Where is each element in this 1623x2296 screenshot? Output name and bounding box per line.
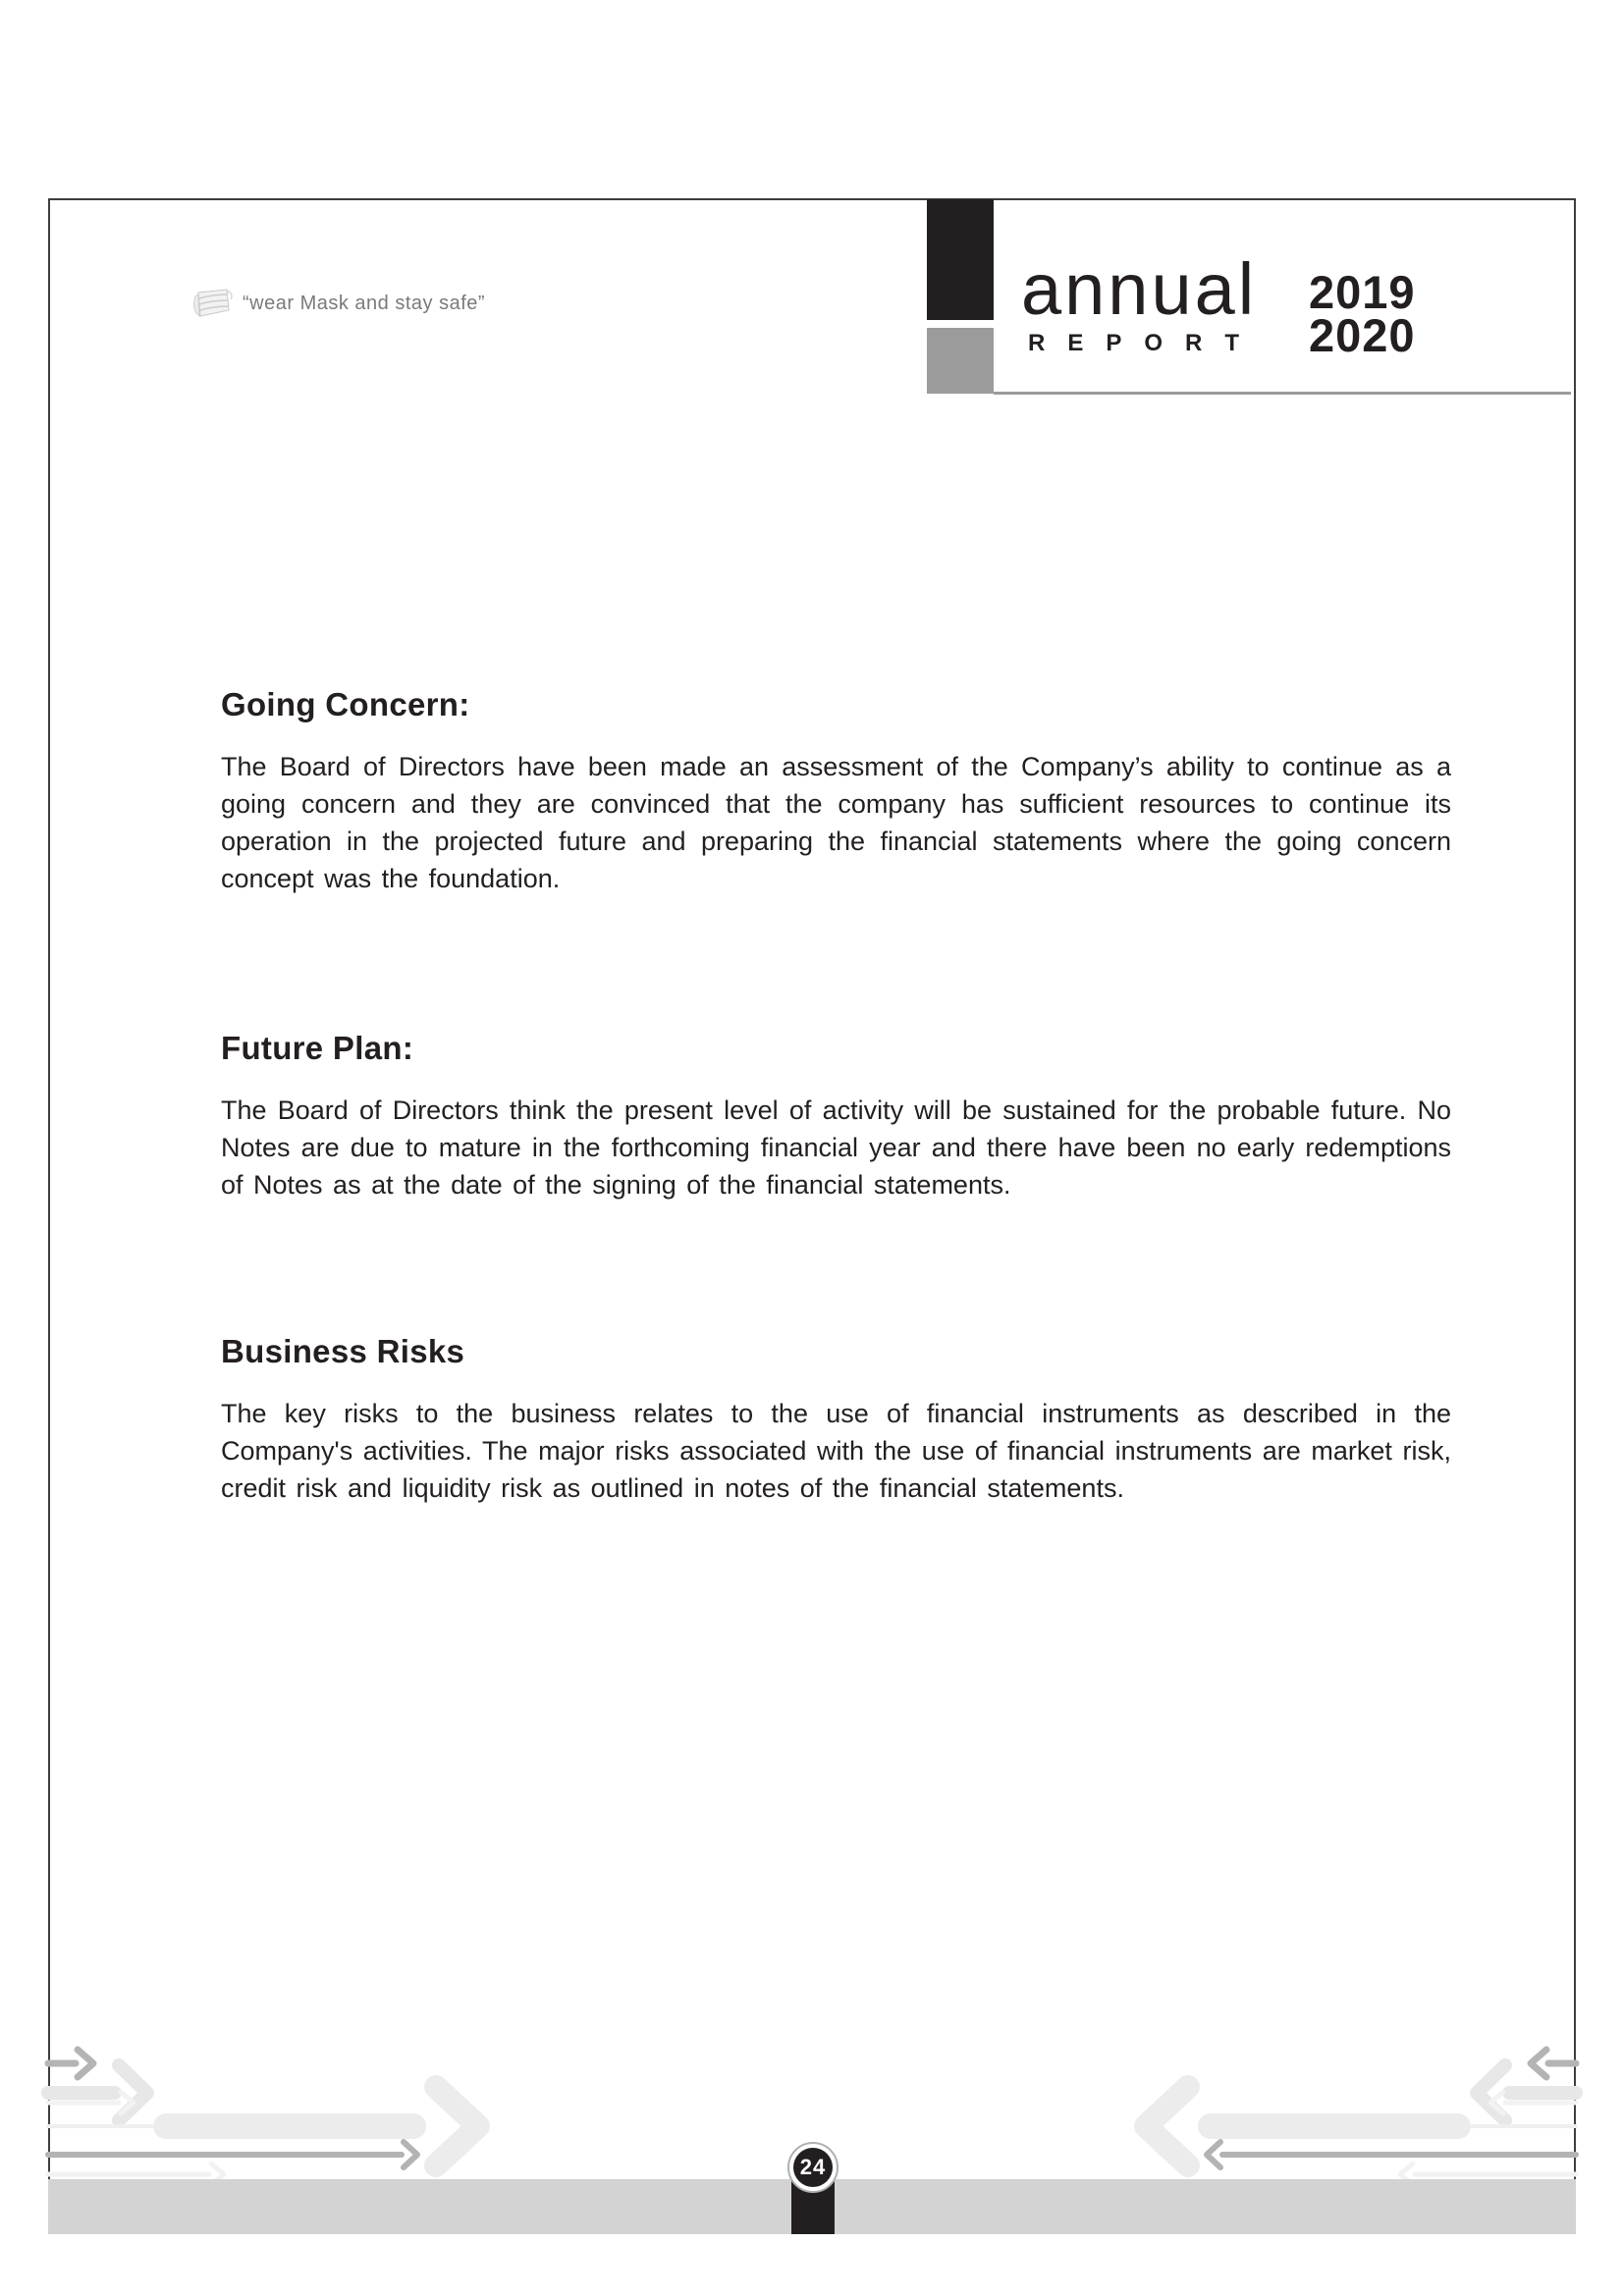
mask-tagline-text: “wear Mask and stay safe” bbox=[243, 292, 486, 314]
logo-years bbox=[1309, 266, 1456, 361]
mask-tagline-row bbox=[189, 281, 485, 326]
logo-year-bottom: 2020 bbox=[1309, 309, 1416, 361]
section-going-concern bbox=[221, 687, 1451, 897]
section-heading: Business Risks bbox=[221, 1333, 465, 1369]
arrows-right-icon bbox=[48, 2050, 478, 2185]
section-heading: Future Plan: bbox=[221, 1030, 414, 1066]
logo-gray-block bbox=[927, 328, 994, 394]
logo-year-top: 2019 bbox=[1309, 266, 1416, 318]
face-mask-icon bbox=[189, 283, 235, 324]
section-business-risks bbox=[221, 1334, 1451, 1507]
logo-word-report: REPORT bbox=[1028, 330, 1263, 356]
page-number-badge bbox=[787, 2142, 839, 2193]
section-body: The Board of Directors think the present level of activity will be sustained for the probable future. No Notes are due to mature in the forthcoming financial year and there have been no early redemptions of Notes as at the date of the signing of the financial statements. bbox=[221, 1095, 1451, 1200]
logo-black-block bbox=[927, 199, 994, 320]
section-heading: Going Concern: bbox=[221, 686, 470, 722]
logo-word-annual: annual bbox=[1021, 248, 1258, 330]
page-frame bbox=[48, 198, 1576, 2232]
section-body: The Board of Directors have been made an assessment of the Company’s ability to continue as a going concern and they are convinced that the company has sufficient resources to continue its operation in the projected future and preparing the financial statements where the going concern concept was the foundation. bbox=[221, 752, 1451, 893]
page-number: 24 bbox=[793, 2148, 833, 2187]
section-future-plan bbox=[221, 1031, 1451, 1203]
arrows-left-icon bbox=[1146, 2050, 1576, 2185]
section-body: The key risks to the business relates to the use of financial instruments as described in the Company's activities. The major risks associated with the use of financial instruments are market risk, credit risk and liquidity risk as outlined in notes of the financial statements. bbox=[221, 1399, 1451, 1503]
logo-underline bbox=[994, 392, 1571, 395]
